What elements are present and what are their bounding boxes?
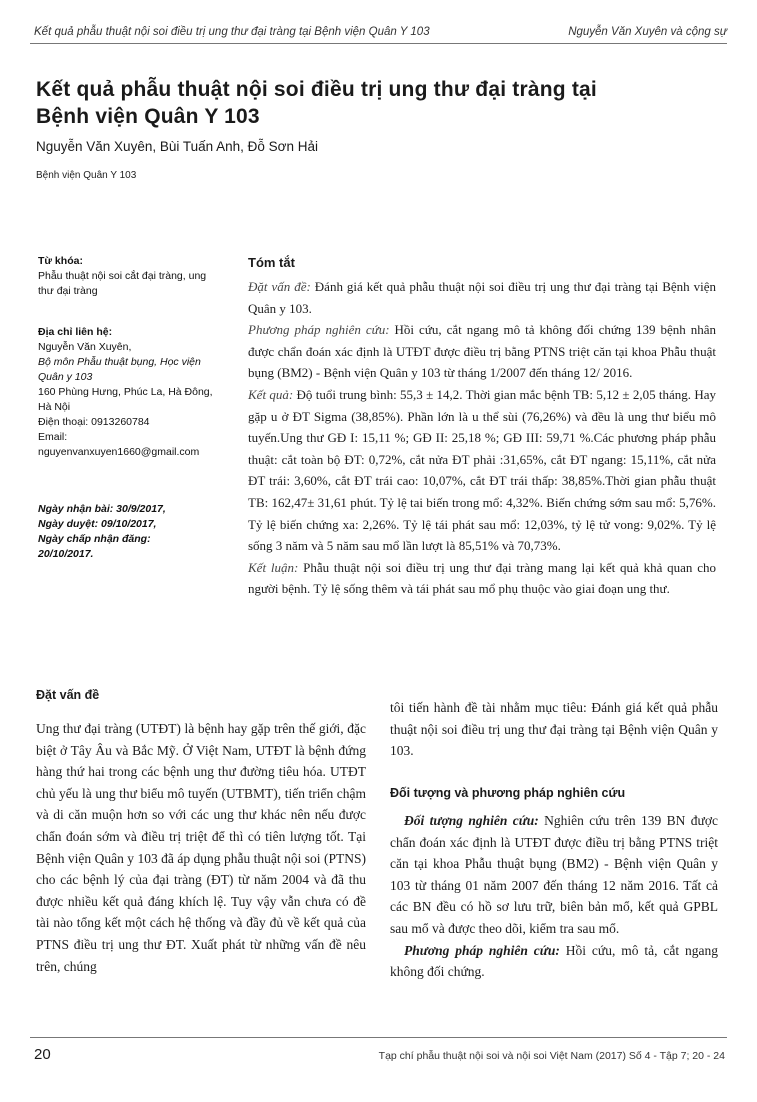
contact-email: Email: nguyenvanxuyen1660@gmail.com bbox=[38, 431, 200, 458]
header-rule bbox=[30, 43, 727, 44]
contact-phone: Điện thoại: 0913260784 bbox=[38, 416, 150, 428]
article-title-line2: Bệnh viện Quân Y 103 bbox=[36, 105, 260, 128]
abstract-body bbox=[248, 276, 716, 600]
authors: Nguyễn Văn Xuyên, Bùi Tuấn Anh, Đỗ Sơn Hải bbox=[36, 139, 319, 154]
abstract-methods-lead: Phương pháp nghiên cứu: bbox=[248, 322, 390, 338]
contact-block bbox=[38, 325, 218, 460]
keywords-block bbox=[38, 254, 218, 299]
abstract-conclusion-lead: Kết luận: bbox=[248, 559, 299, 575]
keywords-text: Phẫu thuật nội soi cắt đại tràng, ung thư đại tràng bbox=[38, 270, 207, 297]
intro-heading: Đặt vấn đề bbox=[36, 688, 100, 702]
intro-continuation bbox=[390, 697, 718, 762]
abstract-methods bbox=[248, 319, 716, 384]
methods-design-lead: Phương pháp nghiên cứu: bbox=[404, 942, 560, 958]
keywords-label: Từ khóa: bbox=[38, 255, 83, 267]
abstract-background bbox=[248, 276, 716, 319]
date-accepted: 20/10/2017. bbox=[38, 548, 94, 560]
date-accepted-label: Ngày chấp nhận đăng: bbox=[38, 533, 151, 545]
article-title bbox=[36, 76, 726, 130]
footer-rule bbox=[30, 1037, 727, 1038]
methods-subjects-text: Nghiên cứu trên 139 BN được chẩn đoán xác định là UTĐT được điều trị bằng PTNS triệt căn tại khoa Phẫu thuật bụng (BM2) - Bệnh viện Quân y 103 từ tháng 01 năm 2007 đến tháng 12 năm 2016. Tất cả các BN đều có hồ sơ lưu trữ, biên bản mổ, kết quả GPBL sau mổ và được theo dõi, kiểm tra sau mổ. bbox=[390, 813, 718, 936]
abstract-background-lead: Đặt vấn đề: bbox=[248, 279, 311, 294]
intro-text bbox=[36, 718, 366, 977]
journal-citation: Tạp chí phẫu thuật nội soi và nội soi Việt Nam (2017) Số 4 - Tập 7; 20 - 24 bbox=[378, 1050, 725, 1062]
contact-department: Bộ môn Phẫu thuật bụng, Học viện Quân y 103 bbox=[38, 356, 201, 383]
contact-label: Địa chỉ liên hệ: bbox=[38, 326, 113, 338]
intro-continuation-text: tôi tiến hành đề tài nhằm mục tiêu: Đánh giá kết quả phẫu thuật nội soi điều trị ung thư đại tràng tại Bệnh viện Quân y 103. bbox=[390, 700, 718, 759]
dates-block bbox=[38, 502, 218, 562]
running-header-authors: Nguyễn Văn Xuyên và cộng sự bbox=[568, 26, 727, 38]
page-number: 20 bbox=[34, 1046, 51, 1063]
abstract-results-lead: Kết quả: bbox=[248, 386, 294, 402]
date-reviewed: Ngày duyệt: 09/10/2017, bbox=[38, 518, 157, 530]
abstract-heading: Tóm tắt bbox=[248, 255, 295, 270]
intro-paragraph: Ung thư đại tràng (UTĐT) là bệnh hay gặp trên thế giới, đặc biệt ở Tây Âu và Bắc Mỹ. Ở Việt Nam, UTĐT là bệnh đứng hàng thứ hai trong các bệnh ung thư đường tiêu hóa. UTĐT chủ yếu là ung thư biểu mô tuyến (UTBMT), tiến triển chậm và di căn muộn hơn so với các ung thư khác nên nếu được chẩn đoán sớm và điều trị triệt để thì có tiên lượng tốt. Tại Bệnh viện Quân y 103 đã áp dụng phẫu thuật nội soi (PTNS) cho các bệnh lý của đại tràng (ĐT) từ năm 2004 và đã thu được nhiều kết quả đáng khích lệ. Tuy vậy vẫn chưa có đề tài nào tổng kết một cách hệ thống và đầy đủ về kết quả của PTNS điều trị ung thư ĐT. Xuất phát từ những vấn đề nêu trên, chúng bbox=[36, 721, 366, 974]
methods-subjects-lead: Đối tượng nghiên cứu: bbox=[404, 813, 539, 828]
methods-text bbox=[390, 810, 718, 983]
contact-address: 160 Phùng Hưng, Phúc La, Hà Đông, Hà Nội bbox=[38, 386, 213, 413]
contact-name: Nguyễn Văn Xuyên, bbox=[38, 341, 132, 353]
article-title-line1: Kết quả phẫu thuật nội soi điều trị ung thư đại tràng tại bbox=[36, 78, 597, 101]
abstract-conclusion bbox=[248, 557, 716, 600]
abstract-results-text: Độ tuổi trung bình: 55,3 ± 14,2. Thời gian mắc bệnh TB: 5,12 ± 2,05 tháng. Hay gặp u ở ĐT Sigma (38,85%). Phần lớn là u thể sùi (76,26%) và đều là ung thư biểu mô tuyến.Ung thư GĐ I: 15,11 %; GĐ II: 25,18 %; GĐ III: 59,71 %.Các phương pháp phẫu thuật: cắt toàn bộ ĐT: 0,72%, cắt nửa ĐT phải :31,65%, cắt ĐT ngang: 15,11%, cắt nửa ĐT trái: 3,60%, cắt ĐT trái cao: 10,07%, cắt ĐT trái thấp: 38,85%.Thời gian phẫu thuật TB: 162,47± 31,61 phút. Tỷ lệ tai biến trong mổ: 4,32%. Biến chứng sớm sau mổ: 5,76%. Tỷ lệ biến chứng xa: 2,26%. Tỷ lệ tái phát sau mổ: 12,03%, tỷ lệ tử vong: 9,02%. Tỷ lệ sống 3 năm và 5 năm sau mổ lần lượt là 85,51% và 70,73%. bbox=[248, 386, 716, 554]
methods-design-text: Hồi cứu, mô tả, cắt ngang không đối chứng. bbox=[390, 942, 718, 980]
affiliation: Bệnh viện Quân Y 103 bbox=[36, 170, 137, 181]
methods-heading: Đối tượng và phương pháp nghiên cứu bbox=[390, 786, 626, 800]
date-received: Ngày nhận bài: 30/9/2017, bbox=[38, 503, 166, 515]
abstract-results bbox=[248, 384, 716, 557]
abstract-conclusion-text: Phẫu thuật nội soi điều trị ung thư đại tràng mang lại kết quả khả quan cho người bệnh. Tỷ lệ sống thêm và tái phát sau mổ phụ thuộc vào giai đoạn ung thư. bbox=[248, 559, 716, 597]
abstract-methods-text: Hồi cứu, cắt ngang mô tả không đối chứng 139 bệnh nhân được chẩn đoán xác định là UTĐT được điều trị bằng PTNS triệt căn tại khoa Phẫu thuật bụng (BM2) - Bệnh viện Quân y 103 từ tháng 1/2007 đến tháng 12/ 2016. bbox=[248, 322, 716, 381]
methods-design bbox=[390, 940, 718, 983]
running-header-title: Kết quả phẫu thuật nội soi điều trị ung thư đại tràng tại Bệnh viện Quân Y 103 bbox=[34, 26, 430, 38]
methods-subjects bbox=[390, 810, 718, 940]
abstract-background-text: Đánh giá kết quả phẫu thuật nội soi điều trị ung thư đại tràng tại Bệnh viện Quân y 103. bbox=[248, 279, 716, 316]
